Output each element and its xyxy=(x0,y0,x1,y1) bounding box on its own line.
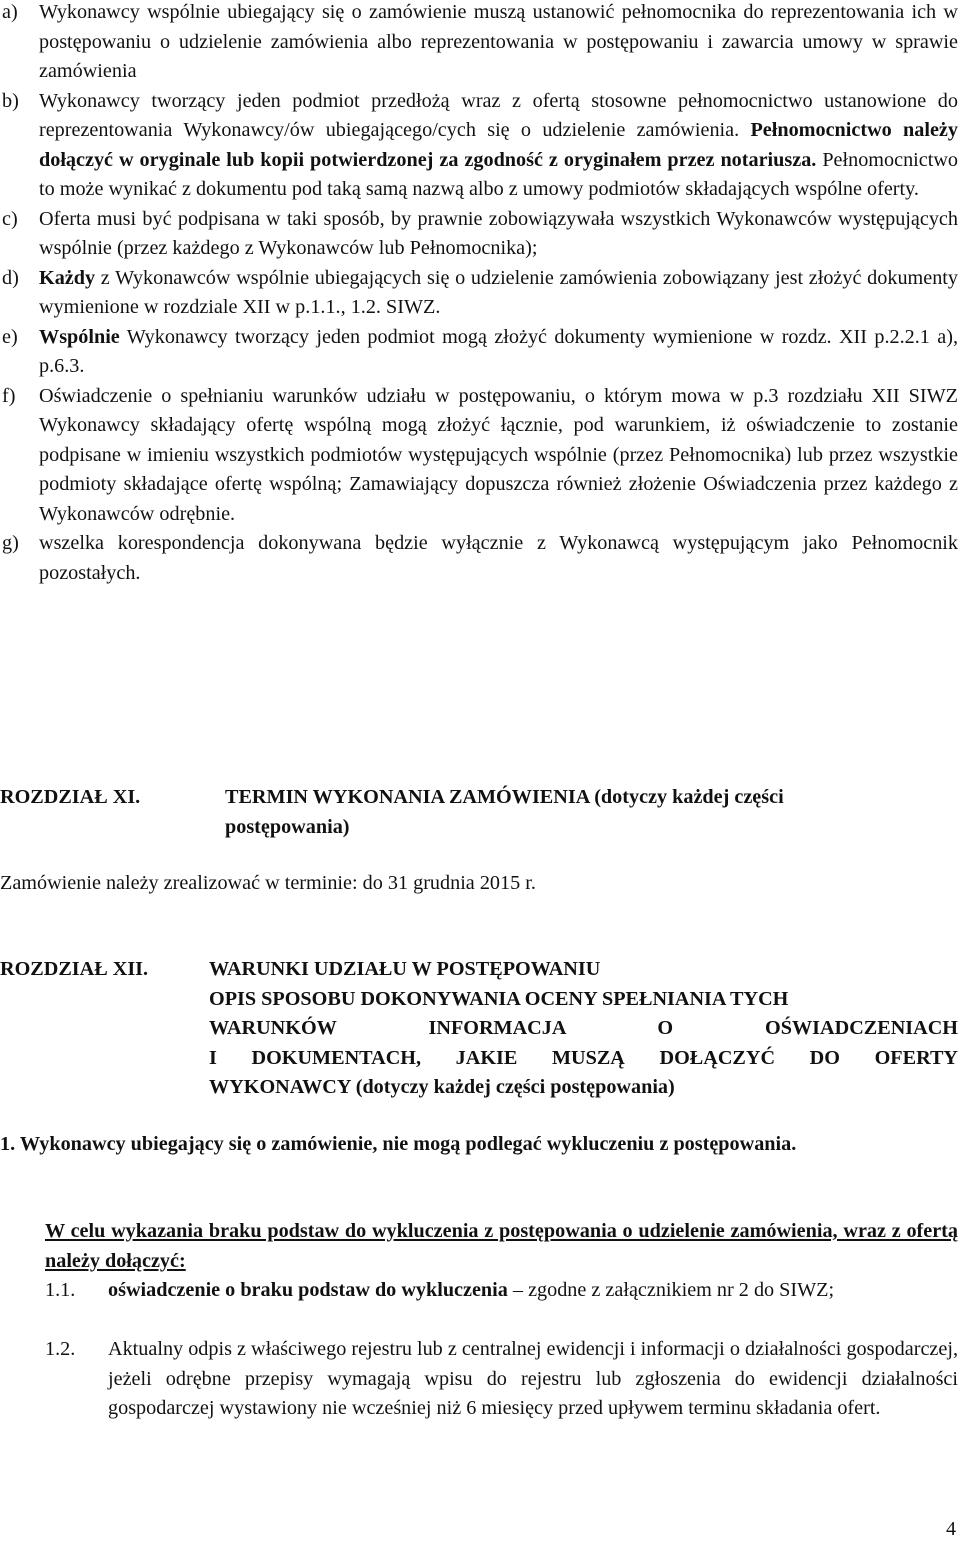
text-segment: z Wykonawców wspólnie ubiegających się o udzielenie zamówienia zobowiązany jest złożyć dokumenty wymienione w rozdziale XII w p.1.1., 1.2. SIWZ. xyxy=(39,266,958,318)
list-item-a xyxy=(0,0,958,87)
page-number: 4 xyxy=(946,1518,956,1540)
sub-item-text: Aktualny odpis z właściwego rejestru lub z centralnej ewidencji i informacji o działalności gospodarczej, jeżeli odrębne przepisy wymagają wpisu do rejestru lub zgłoszenia do ewidencji działalności gospodarczej wystawiony nie wcześniej niż 6 miesięcy przed upływem terminu składania ofert. xyxy=(108,1338,958,1419)
list-item-text xyxy=(39,87,958,205)
chapter-title-line: WARUNKÓW INFORMACJA O OŚWIADCZENIACH xyxy=(209,1017,958,1039)
chapter-title-line: WYKONAWCY (dotyczy każdej części postępowania) xyxy=(209,1076,675,1098)
list-item-d xyxy=(0,264,958,323)
list-marker: a) xyxy=(2,1,18,23)
sub-item-number: 1.2. xyxy=(45,1338,76,1360)
chapter-label: ROZDZIAŁ XI. xyxy=(0,786,141,808)
text-segment: Wykonawcy tworzący jeden podmiot mogą złożyć dokumenty wymienione w rozdz. XII p.2.2.1 a), p.6.3. xyxy=(39,325,958,377)
list-item-g xyxy=(0,529,958,588)
sub-item-1-2 xyxy=(45,1335,958,1424)
list-item-text: Oferta musi być podpisana w taki sposób, by prawnie zobowiązywała wszystkich Wykonawców występujących wspólnie (przez każdego z Wykonawców lub Pełnomocnika); xyxy=(39,207,958,259)
chapter-title-line: TERMIN WYKONANIA ZAMÓWIENIA (dotyczy każdej części xyxy=(225,786,784,808)
consortium-rules-list xyxy=(0,0,958,588)
chapter-title xyxy=(225,783,958,842)
sub-item-number: 1.1. xyxy=(45,1279,76,1301)
list-marker: e) xyxy=(2,325,18,348)
sub-item-1-1 xyxy=(45,1276,958,1306)
list-item-text: wszelka korespondencja dokonywana będzie wyłącznie z Wykonawcą występującym jako Pełnomocnik pozostałych. xyxy=(39,532,958,584)
list-marker: g) xyxy=(2,532,19,554)
text-segment: Wykonawcy tworzący jeden podmiot przedłożą wraz z ofertą stosowne pełnomocnictwo ustanowione do reprezentowania Wykonawcy/ów ubiegającego/cych się o udzielenie zamówienia. xyxy=(39,89,958,141)
list-item-text xyxy=(39,264,958,323)
list-item-e xyxy=(0,323,958,382)
list-marker: f) xyxy=(2,384,16,407)
chapter-title xyxy=(209,955,958,1103)
chapter-xii-heading xyxy=(0,955,958,1103)
bold-segment: Każdy xyxy=(39,266,96,289)
point-1: 1. Wykonawcy ubiegający się o zamówienie, nie mogą podlegać wykluczeniu z postępowania. xyxy=(0,1133,797,1155)
chapter-title-line: postępowania) xyxy=(225,815,350,838)
list-item-text: Oświadczenie o spełnianiu warunków udziału w postępowaniu, o którym mowa w p.3 rozdziału XII SIWZ Wykonawcy składający ofertę wspólną mogą złożyć łącznie, pod warunkiem, iż oświadczenie to zostanie podpisane w imieniu wszystkich podmiotów występujących wspólnie (przez Pełnomocnika) lub przez wszystkie podmioty składające ofertę wspólną; Zamawiający dopuszcza również złożenie Oświadczenia przez każdego z Wykonawców odrębnie. xyxy=(39,384,958,525)
list-item-text xyxy=(39,323,958,382)
list-marker: d) xyxy=(2,266,19,289)
bold-segment: Wspólnie xyxy=(39,325,120,348)
bold-segment: Pełnomocnictwo należy dołączyć w oryginale lub kopii potwierdzonej za zgodność z oryginałem przez notariusza. xyxy=(39,119,958,171)
list-marker: c) xyxy=(2,207,18,230)
deadline-paragraph: Zamówienie należy zrealizować w terminie: do 31 grudnia 2015 r. xyxy=(0,872,536,894)
bold-segment: oświadczenie o braku podstaw do wykluczenia xyxy=(108,1279,508,1301)
list-item-f xyxy=(0,382,958,530)
list-item-text: Wykonawcy wspólnie ubiegający się o zamówienie muszą ustanowić pełnomocnika do reprezentowania ich w postępowaniu o udzielenie zamówienia albo reprezentowania w postępowaniu i zawarcia umowy w sprawie zamówienia xyxy=(39,1,958,82)
sub-item-text xyxy=(108,1276,958,1306)
exclusion-heading: W celu wykazania braku podstaw do wykluczenia z postępowania o udzielenie zamówienia, wraz z ofertą należy dołączyć: xyxy=(45,1220,958,1272)
chapter-title-line: I DOKUMENTACH, JAKIE MUSZĄ DOŁĄCZYĆ DO OFERTY xyxy=(209,1046,958,1069)
text-segment: – zgodne z załącznikiem nr 2 do SIWZ; xyxy=(507,1279,835,1301)
chapter-title-line: WARUNKI UDZIAŁU W POSTĘPOWANIU xyxy=(209,958,601,980)
chapter-title-line: OPIS SPOSOBU DOKONYWANIA OCENY SPEŁNIANIA TYCH xyxy=(209,987,789,1010)
chapter-label: ROZDZIAŁ XII. xyxy=(0,958,149,980)
text-segment: Pełnomocnictwo to może wynikać z dokumentu pod taką samą nazwą albo z umowy podmiotów składających wspólne oferty. xyxy=(39,148,959,200)
chapter-xi-heading xyxy=(0,783,958,842)
list-item-c xyxy=(0,205,958,264)
list-marker: b) xyxy=(2,89,19,112)
list-item-b xyxy=(0,87,958,205)
